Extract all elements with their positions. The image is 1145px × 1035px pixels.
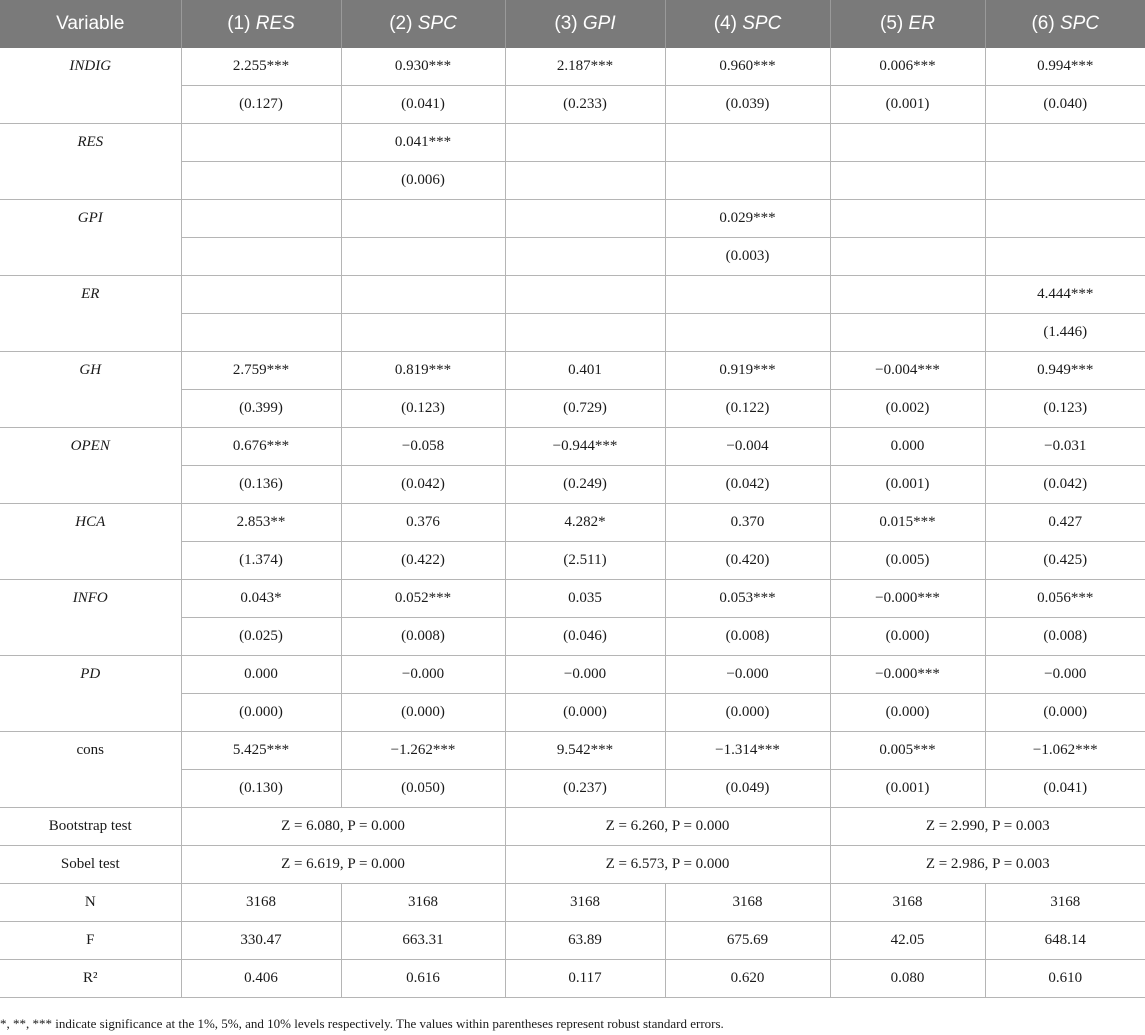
table-header bbox=[0, 0, 1145, 48]
coefficient-cell bbox=[985, 200, 1145, 238]
standard-error-cell: (0.008) bbox=[341, 618, 505, 656]
test-result-cell: Z = 6.573, P = 0.000 bbox=[505, 846, 830, 884]
stat-value-cell: 663.31 bbox=[341, 922, 505, 960]
header-model-5-name: ER bbox=[908, 13, 935, 34]
coefficient-cell: 0.819*** bbox=[341, 352, 505, 390]
standard-error-cell bbox=[505, 314, 665, 352]
variable-name-gpi: GPI bbox=[0, 200, 181, 276]
variable-name-cons: cons bbox=[0, 732, 181, 808]
coefficient-cell: 0.056*** bbox=[985, 580, 1145, 618]
standard-error-cell bbox=[181, 238, 341, 276]
standard-error-cell: (0.729) bbox=[505, 390, 665, 428]
coefficient-cell: 0.029*** bbox=[665, 200, 830, 238]
coefficient-cell bbox=[665, 276, 830, 314]
coefficient-cell: 0.930*** bbox=[341, 48, 505, 86]
coefficient-cell bbox=[665, 124, 830, 162]
coefficient-cell: 2.853** bbox=[181, 504, 341, 542]
coefficient-cell: 0.370 bbox=[665, 504, 830, 542]
header-model-6-number: (6) bbox=[1031, 13, 1055, 34]
coefficient-cell bbox=[985, 124, 1145, 162]
stat-row-n bbox=[0, 884, 1145, 922]
standard-error-cell bbox=[830, 238, 985, 276]
coefficient-cell: 4.282* bbox=[505, 504, 665, 542]
coefficient-cell: 0.015*** bbox=[830, 504, 985, 542]
coefficient-cell: 0.043* bbox=[181, 580, 341, 618]
header-model-5-number: (5) bbox=[880, 13, 904, 34]
coefficient-cell: 4.444*** bbox=[985, 276, 1145, 314]
stat-value-cell: 648.14 bbox=[985, 922, 1145, 960]
stat-value-cell: 0.117 bbox=[505, 960, 665, 998]
standard-error-cell: (0.237) bbox=[505, 770, 665, 808]
standard-error-cell: (0.000) bbox=[985, 694, 1145, 732]
coefficient-cell: 0.427 bbox=[985, 504, 1145, 542]
standard-error-cell: (0.008) bbox=[665, 618, 830, 656]
test-result-cell: Z = 2.990, P = 0.003 bbox=[830, 808, 1145, 846]
standard-error-cell: (0.040) bbox=[985, 86, 1145, 124]
header-model-2-number: (2) bbox=[389, 13, 413, 34]
coefficient-cell bbox=[830, 124, 985, 162]
test-row-bootstrap-test bbox=[0, 808, 1145, 846]
coefficient-cell: −0.000 bbox=[985, 656, 1145, 694]
header-model-5 bbox=[830, 0, 985, 48]
standard-error-cell bbox=[665, 314, 830, 352]
stat-value-cell: 330.47 bbox=[181, 922, 341, 960]
coefficient-cell: 0.000 bbox=[181, 656, 341, 694]
coefficient-cell: −0.031 bbox=[985, 428, 1145, 466]
standard-error-cell: (0.122) bbox=[665, 390, 830, 428]
coefficient-cell: 0.006*** bbox=[830, 48, 985, 86]
coefficient-cell: 0.919*** bbox=[665, 352, 830, 390]
coef-row-indig bbox=[0, 48, 1145, 86]
standard-error-cell: (0.001) bbox=[830, 770, 985, 808]
coefficient-cell: −1.262*** bbox=[341, 732, 505, 770]
standard-error-cell: (0.041) bbox=[985, 770, 1145, 808]
standard-error-cell bbox=[181, 162, 341, 200]
standard-error-cell: (0.008) bbox=[985, 618, 1145, 656]
coef-row-gpi bbox=[0, 200, 1145, 238]
test-result-cell: Z = 6.260, P = 0.000 bbox=[505, 808, 830, 846]
coef-row-hca bbox=[0, 504, 1145, 542]
header-model-4-name: SPC bbox=[742, 13, 782, 34]
coefficient-cell: 0.949*** bbox=[985, 352, 1145, 390]
coefficient-cell bbox=[830, 276, 985, 314]
stat-value-cell: 3168 bbox=[505, 884, 665, 922]
stat-value-cell: 3168 bbox=[830, 884, 985, 922]
header-model-2 bbox=[341, 0, 505, 48]
standard-error-cell bbox=[505, 238, 665, 276]
header-model-3 bbox=[505, 0, 665, 48]
standard-error-cell bbox=[830, 162, 985, 200]
header-variable: Variable bbox=[0, 0, 181, 48]
coefficient-cell: −0.004 bbox=[665, 428, 830, 466]
header-model-3-number: (3) bbox=[554, 13, 578, 34]
header-model-6-name: SPC bbox=[1059, 13, 1100, 34]
standard-error-cell bbox=[341, 314, 505, 352]
stat-value-cell: 675.69 bbox=[665, 922, 830, 960]
standard-error-cell bbox=[830, 314, 985, 352]
coefficient-cell: 9.542*** bbox=[505, 732, 665, 770]
stat-label: N bbox=[0, 884, 181, 922]
standard-error-cell: (0.136) bbox=[181, 466, 341, 504]
test-result-cell: Z = 6.080, P = 0.000 bbox=[181, 808, 505, 846]
coefficient-cell: 0.053*** bbox=[665, 580, 830, 618]
header-model-1-number: (1) bbox=[227, 13, 251, 34]
coefficient-cell: 0.041*** bbox=[341, 124, 505, 162]
coefficient-cell: −0.944*** bbox=[505, 428, 665, 466]
standard-error-cell: (0.039) bbox=[665, 86, 830, 124]
standard-error-cell bbox=[505, 162, 665, 200]
coefficient-cell bbox=[181, 124, 341, 162]
stat-value-cell: 0.406 bbox=[181, 960, 341, 998]
coef-row-er bbox=[0, 276, 1145, 314]
coefficient-cell: 0.000 bbox=[830, 428, 985, 466]
standard-error-cell bbox=[985, 162, 1145, 200]
stat-value-cell: 0.616 bbox=[341, 960, 505, 998]
coefficient-cell: 0.401 bbox=[505, 352, 665, 390]
standard-error-cell: (0.425) bbox=[985, 542, 1145, 580]
test-row-sobel-test bbox=[0, 846, 1145, 884]
table-footnote: *, **, *** indicate significance at the 1%, 5%, and 10% levels respectively. The values within parentheses represent robust standard errors. bbox=[0, 1016, 724, 1031]
coefficient-cell bbox=[505, 276, 665, 314]
standard-error-cell: (0.420) bbox=[665, 542, 830, 580]
coefficient-cell bbox=[341, 200, 505, 238]
standard-error-cell: (0.050) bbox=[341, 770, 505, 808]
standard-error-cell bbox=[181, 314, 341, 352]
coefficient-cell bbox=[181, 276, 341, 314]
header-row bbox=[0, 0, 1145, 48]
standard-error-cell: (0.000) bbox=[505, 694, 665, 732]
coefficient-cell: 0.052*** bbox=[341, 580, 505, 618]
standard-error-cell bbox=[665, 162, 830, 200]
variable-name-hca: HCA bbox=[0, 504, 181, 580]
coefficient-cell: 0.676*** bbox=[181, 428, 341, 466]
coefficient-cell: −1.062*** bbox=[985, 732, 1145, 770]
coefficient-cell: 0.960*** bbox=[665, 48, 830, 86]
variable-name-open: OPEN bbox=[0, 428, 181, 504]
standard-error-cell: (0.127) bbox=[181, 86, 341, 124]
standard-error-cell: (0.233) bbox=[505, 86, 665, 124]
header-model-4 bbox=[665, 0, 830, 48]
coefficient-cell bbox=[505, 124, 665, 162]
coefficient-cell: −0.000 bbox=[505, 656, 665, 694]
stat-value-cell: 0.620 bbox=[665, 960, 830, 998]
stat-label: F bbox=[0, 922, 181, 960]
coefficient-cell: 2.255*** bbox=[181, 48, 341, 86]
standard-error-cell: (0.042) bbox=[665, 466, 830, 504]
variable-name-indig: INDIG bbox=[0, 48, 181, 124]
header-model-3-name: GPI bbox=[582, 13, 616, 34]
standard-error-cell: (0.041) bbox=[341, 86, 505, 124]
coef-row-info bbox=[0, 580, 1145, 618]
header-model-6 bbox=[985, 0, 1145, 48]
test-label: Bootstrap test bbox=[0, 808, 181, 846]
header-model-1 bbox=[181, 0, 341, 48]
coefficient-cell: −0.000*** bbox=[830, 580, 985, 618]
stat-value-cell: 3168 bbox=[665, 884, 830, 922]
standard-error-cell: (0.001) bbox=[830, 86, 985, 124]
standard-error-cell: (0.025) bbox=[181, 618, 341, 656]
header-model-4-number: (4) bbox=[713, 13, 737, 34]
standard-error-cell: (0.001) bbox=[830, 466, 985, 504]
standard-error-cell: (0.123) bbox=[985, 390, 1145, 428]
coefficient-cell: 2.759*** bbox=[181, 352, 341, 390]
standard-error-cell: (0.042) bbox=[341, 466, 505, 504]
standard-error-cell bbox=[341, 238, 505, 276]
standard-error-cell: (0.042) bbox=[985, 466, 1145, 504]
coefficient-cell: 0.005*** bbox=[830, 732, 985, 770]
standard-error-cell: (1.374) bbox=[181, 542, 341, 580]
standard-error-cell: (0.003) bbox=[665, 238, 830, 276]
variable-name-er: ER bbox=[0, 276, 181, 352]
standard-error-cell bbox=[985, 238, 1145, 276]
variable-name-info: INFO bbox=[0, 580, 181, 656]
header-model-2-name: SPC bbox=[417, 13, 457, 34]
standard-error-cell: (0.000) bbox=[665, 694, 830, 732]
stat-value-cell: 0.080 bbox=[830, 960, 985, 998]
coefficient-cell: 0.994*** bbox=[985, 48, 1145, 86]
header-model-1-name: RES bbox=[255, 13, 295, 34]
standard-error-cell: (2.511) bbox=[505, 542, 665, 580]
coef-row-res bbox=[0, 124, 1145, 162]
coefficient-cell: −0.000 bbox=[341, 656, 505, 694]
variable-name-res: RES bbox=[0, 124, 181, 200]
coefficient-cell: −1.314*** bbox=[665, 732, 830, 770]
stat-value-cell: 3168 bbox=[341, 884, 505, 922]
standard-error-cell: (0.006) bbox=[341, 162, 505, 200]
standard-error-cell: (0.046) bbox=[505, 618, 665, 656]
coefficient-cell bbox=[505, 200, 665, 238]
standard-error-cell: (0.399) bbox=[181, 390, 341, 428]
standard-error-cell: (1.446) bbox=[985, 314, 1145, 352]
standard-error-cell: (0.005) bbox=[830, 542, 985, 580]
stat-value-cell: 3168 bbox=[985, 884, 1145, 922]
coefficient-cell: −0.000*** bbox=[830, 656, 985, 694]
stat-row-f bbox=[0, 922, 1145, 960]
coefficient-cell: −0.004*** bbox=[830, 352, 985, 390]
coefficient-cell bbox=[830, 200, 985, 238]
coefficient-cell: −0.058 bbox=[341, 428, 505, 466]
standard-error-cell: (0.000) bbox=[830, 618, 985, 656]
coef-row-cons bbox=[0, 732, 1145, 770]
standard-error-cell: (0.049) bbox=[665, 770, 830, 808]
coefficient-cell bbox=[341, 276, 505, 314]
standard-error-cell: (0.249) bbox=[505, 466, 665, 504]
variable-name-gh: GH bbox=[0, 352, 181, 428]
test-label: Sobel test bbox=[0, 846, 181, 884]
variable-name-pd: PD bbox=[0, 656, 181, 732]
standard-error-cell: (0.130) bbox=[181, 770, 341, 808]
coefficient-cell: −0.000 bbox=[665, 656, 830, 694]
coefficient-cell: 2.187*** bbox=[505, 48, 665, 86]
standard-error-cell: (0.422) bbox=[341, 542, 505, 580]
stat-value-cell: 0.610 bbox=[985, 960, 1145, 998]
coef-row-pd bbox=[0, 656, 1145, 694]
table-body bbox=[0, 48, 1145, 998]
test-result-cell: Z = 2.986, P = 0.003 bbox=[830, 846, 1145, 884]
coef-row-open bbox=[0, 428, 1145, 466]
standard-error-cell: (0.000) bbox=[181, 694, 341, 732]
stat-value-cell: 42.05 bbox=[830, 922, 985, 960]
stat-value-cell: 3168 bbox=[181, 884, 341, 922]
standard-error-cell: (0.000) bbox=[341, 694, 505, 732]
stat-value-cell: 63.89 bbox=[505, 922, 665, 960]
coefficient-cell: 5.425*** bbox=[181, 732, 341, 770]
coef-row-gh bbox=[0, 352, 1145, 390]
coefficient-cell: 0.035 bbox=[505, 580, 665, 618]
stat-row-r-squared bbox=[0, 960, 1145, 998]
stat-label: R² bbox=[0, 960, 181, 998]
coefficient-cell bbox=[181, 200, 341, 238]
test-result-cell: Z = 6.619, P = 0.000 bbox=[181, 846, 505, 884]
coefficient-cell: 0.376 bbox=[341, 504, 505, 542]
standard-error-cell: (0.002) bbox=[830, 390, 985, 428]
standard-error-cell: (0.000) bbox=[830, 694, 985, 732]
standard-error-cell: (0.123) bbox=[341, 390, 505, 428]
